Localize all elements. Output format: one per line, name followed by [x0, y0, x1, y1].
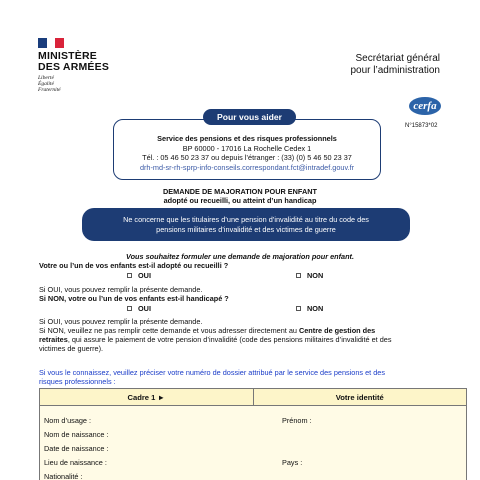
motto-liberte: Liberté [38, 75, 54, 81]
if-no-text-e: victimes de guerre). [39, 344, 104, 353]
q2-non-checkbox[interactable] [296, 306, 301, 311]
q2-oui-label: OUI [138, 304, 151, 313]
q2-if-yes: Si OUI, vous pouvez remplir la présente demande. [39, 317, 203, 326]
identity-form [39, 388, 467, 480]
scope-banner-line1: Ne concerne que les titulaires d’une pension d’invalidité au titre du code des [123, 215, 369, 224]
cerfa-logo: cerfa [409, 97, 441, 115]
scope-banner-line2: pensions militaires d’invalidité et des victimes de guerre [156, 224, 336, 234]
usage-name-field[interactable]: Nom d’usage : [44, 416, 92, 425]
file-note-line2: risques professionnels : [39, 377, 116, 386]
question-adopted: Votre ou l’un de vos enfants est-il adopté ou recueilli ? [39, 261, 229, 270]
french-flag-icon [38, 38, 64, 48]
q1-non-label: NON [307, 271, 324, 280]
q1-oui-label: OUI [138, 271, 151, 280]
help-address: BP 60000 - 17016 La Rochelle Cedex 1 [182, 143, 312, 153]
request-title-line2: adopté ou recueilli, ou atteint d’un handicap [163, 196, 317, 205]
form-section-title: Votre identité [253, 389, 467, 405]
ministry-logo [38, 38, 109, 93]
q2-non-label: NON [307, 304, 324, 313]
help-phone: Tél. : 05 46 50 23 37 ou depuis l’étranger : (33) (0) 5 46 50 23 37 [142, 153, 352, 162]
secretariat-line2: pour l’administration [350, 65, 440, 76]
motto-fraternite: Fraternité [38, 87, 61, 93]
ministry-name-line2: DES ARMÉES [38, 60, 110, 73]
secretariat-title [351, 53, 441, 77]
file-note-line1: Si vous le connaissez, veuillez préciser votre numéro de dossier attribué par le service des pensions et des [39, 368, 385, 377]
q2-oui-option[interactable] [127, 304, 151, 313]
q2-if-no [39, 326, 444, 353]
if-no-text-c: retraites [39, 335, 68, 344]
if-no-text-b: Centre de gestion des [298, 326, 376, 335]
help-box [113, 119, 381, 180]
help-email-link[interactable]: drh-md-sr-rh-sprp-info-conseils.correspondant.fct@intradef.gouv.fr [139, 162, 355, 172]
if-no-text-a: Si NON, veuillez ne pas remplir cette demande et vous adresser directement au [39, 326, 299, 335]
country-field[interactable]: Pays : [282, 458, 303, 467]
ministry-name-line1: MINISTÈRE [38, 50, 97, 62]
cerfa-number: N°15873*02 [405, 123, 438, 129]
form-header [40, 389, 466, 406]
secretariat-line1: Secrétariat général [355, 53, 440, 64]
q1-non-checkbox[interactable] [296, 273, 301, 278]
request-title [0, 187, 480, 205]
if-no-text-d: , qui assure le paiement de votre pension d’invalidité (code des pensions militaires d’invalidité et des [67, 335, 392, 344]
questions-intro: Vous souhaitez formuler une demande de majoration pour enfant. [126, 252, 354, 261]
q1-oui-checkbox[interactable] [127, 273, 132, 278]
first-name-field[interactable]: Prénom : [282, 416, 312, 425]
birth-name-field[interactable]: Nom de naissance : [44, 430, 109, 439]
nationality-field[interactable]: Nationalité : [44, 472, 83, 480]
help-title: Pour vous aider [203, 109, 296, 125]
request-title-line1: DEMANDE DE MAJORATION POUR ENFANT [163, 187, 317, 196]
help-service: Service des pensions et des risques professionnels [157, 134, 337, 143]
motto [38, 75, 109, 93]
q2-non-option[interactable] [296, 304, 323, 313]
scope-banner [82, 208, 410, 241]
q1-if-yes: Si OUI, vous pouvez remplir la présente demande. [39, 285, 203, 294]
motto-egalite: Égalité [38, 81, 54, 87]
form-section-label: Cadre 1 ► [127, 392, 165, 402]
file-number-note [39, 368, 444, 386]
q1-oui-option[interactable] [127, 271, 151, 280]
question-handicap: Si NON, votre ou l’un de vos enfants est-il handicapé ? [39, 294, 229, 303]
q1-non-option[interactable] [296, 271, 323, 280]
q2-oui-checkbox[interactable] [127, 306, 132, 311]
birth-date-field[interactable]: Date de naissance : [44, 444, 109, 453]
birth-place-field[interactable]: Lieu de naissance : [44, 458, 107, 467]
